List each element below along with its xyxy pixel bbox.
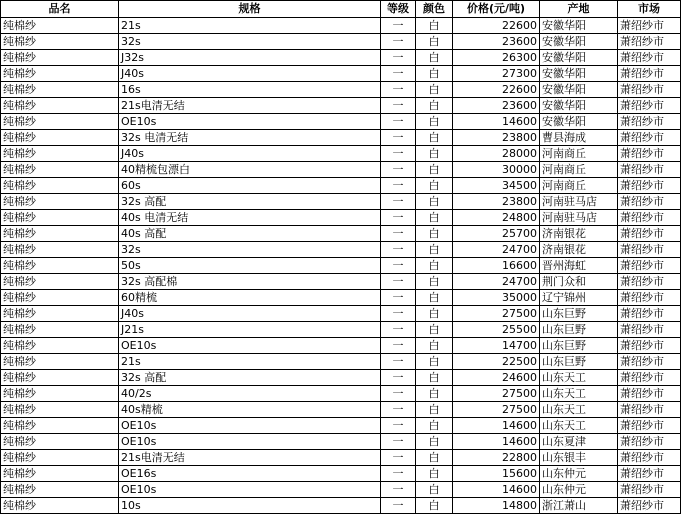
cell-market: 萧绍纱市 xyxy=(618,434,681,450)
cell-product-name: 纯棉纱 xyxy=(1,114,119,130)
cell-product-name: 纯棉纱 xyxy=(1,18,119,34)
cell-market: 萧绍纱市 xyxy=(618,114,681,130)
table-row xyxy=(1,18,681,34)
table-row xyxy=(1,114,681,130)
cell-product-name: 纯棉纱 xyxy=(1,386,119,402)
table-row xyxy=(1,66,681,82)
cell-grade: 一 xyxy=(381,290,416,306)
cell-price: 24600 xyxy=(453,370,540,386)
cell-spec: 60精梳 xyxy=(119,290,381,306)
cell-origin: 山东巨野 xyxy=(540,322,618,338)
cell-spec: 21s xyxy=(119,18,381,34)
cell-spec: OE16s xyxy=(119,466,381,482)
table-row xyxy=(1,210,681,226)
cell-origin: 河南商丘 xyxy=(540,162,618,178)
cell-origin: 山东巨野 xyxy=(540,338,618,354)
cell-product-name: 纯棉纱 xyxy=(1,434,119,450)
cell-color: 白 xyxy=(416,210,453,226)
cell-market: 萧绍纱市 xyxy=(618,306,681,322)
cell-price: 27500 xyxy=(453,402,540,418)
cell-spec: 50s xyxy=(119,258,381,274)
cell-product-name: 纯棉纱 xyxy=(1,226,119,242)
cell-market: 萧绍纱市 xyxy=(618,402,681,418)
cell-origin: 山东天工 xyxy=(540,418,618,434)
header-spec: 规格 xyxy=(119,1,381,18)
cell-color: 白 xyxy=(416,290,453,306)
cell-market: 萧绍纱市 xyxy=(618,66,681,82)
cell-origin: 山东天工 xyxy=(540,402,618,418)
cell-spec: 32s 高配 xyxy=(119,370,381,386)
cell-product-name: 纯棉纱 xyxy=(1,450,119,466)
cell-market: 萧绍纱市 xyxy=(618,162,681,178)
cell-market: 萧绍纱市 xyxy=(618,226,681,242)
cell-color: 白 xyxy=(416,338,453,354)
cell-market: 萧绍纱市 xyxy=(618,498,681,514)
table-row xyxy=(1,306,681,322)
cell-product-name: 纯棉纱 xyxy=(1,66,119,82)
header-color: 颜色 xyxy=(416,1,453,18)
cell-grade: 一 xyxy=(381,354,416,370)
cell-price: 14600 xyxy=(453,482,540,498)
cell-spec: 40s精梳 xyxy=(119,402,381,418)
cell-product-name: 纯棉纱 xyxy=(1,146,119,162)
cell-price: 25500 xyxy=(453,322,540,338)
cell-origin: 山东巨野 xyxy=(540,354,618,370)
cell-price: 26300 xyxy=(453,50,540,66)
cell-spec: 32s 高配 xyxy=(119,194,381,210)
cell-origin: 安徽华阳 xyxy=(540,18,618,34)
cell-product-name: 纯棉纱 xyxy=(1,178,119,194)
cell-market: 萧绍纱市 xyxy=(618,370,681,386)
cell-spec: 32s xyxy=(119,34,381,50)
cell-market: 萧绍纱市 xyxy=(618,98,681,114)
cell-origin: 山东天工 xyxy=(540,370,618,386)
cell-grade: 一 xyxy=(381,386,416,402)
cell-price: 15600 xyxy=(453,466,540,482)
cell-color: 白 xyxy=(416,402,453,418)
table-row xyxy=(1,98,681,114)
cell-origin: 安徽华阳 xyxy=(540,98,618,114)
cell-price: 14600 xyxy=(453,114,540,130)
cell-grade: 一 xyxy=(381,434,416,450)
cell-market: 萧绍纱市 xyxy=(618,322,681,338)
cell-grade: 一 xyxy=(381,402,416,418)
table-body xyxy=(1,18,681,514)
cell-color: 白 xyxy=(416,370,453,386)
cell-product-name: 纯棉纱 xyxy=(1,354,119,370)
cell-color: 白 xyxy=(416,34,453,50)
cell-price: 22800 xyxy=(453,450,540,466)
cell-origin: 济南银花 xyxy=(540,242,618,258)
cell-market: 萧绍纱市 xyxy=(618,178,681,194)
table-row xyxy=(1,466,681,482)
cell-spec: OE10s xyxy=(119,434,381,450)
cell-product-name: 纯棉纱 xyxy=(1,322,119,338)
cell-spec: OE10s xyxy=(119,338,381,354)
table-row xyxy=(1,498,681,514)
cell-price: 22600 xyxy=(453,18,540,34)
cell-color: 白 xyxy=(416,162,453,178)
cell-origin: 山东夏津 xyxy=(540,434,618,450)
cell-grade: 一 xyxy=(381,306,416,322)
table-row xyxy=(1,370,681,386)
cell-grade: 一 xyxy=(381,338,416,354)
table-row xyxy=(1,146,681,162)
cell-product-name: 纯棉纱 xyxy=(1,98,119,114)
cell-market: 萧绍纱市 xyxy=(618,450,681,466)
cell-color: 白 xyxy=(416,114,453,130)
cell-grade: 一 xyxy=(381,130,416,146)
cell-grade: 一 xyxy=(381,466,416,482)
cell-product-name: 纯棉纱 xyxy=(1,466,119,482)
cell-origin: 安徽华阳 xyxy=(540,66,618,82)
cell-price: 14700 xyxy=(453,338,540,354)
cell-product-name: 纯棉纱 xyxy=(1,162,119,178)
header-origin: 产地 xyxy=(540,1,618,18)
cell-spec: 60s xyxy=(119,178,381,194)
cell-price: 25700 xyxy=(453,226,540,242)
table-row xyxy=(1,338,681,354)
cell-spec: 21s xyxy=(119,354,381,370)
table-row xyxy=(1,242,681,258)
cell-grade: 一 xyxy=(381,242,416,258)
cell-color: 白 xyxy=(416,386,453,402)
cell-market: 萧绍纱市 xyxy=(618,338,681,354)
cell-product-name: 纯棉纱 xyxy=(1,370,119,386)
cell-spec: OE10s xyxy=(119,418,381,434)
cell-origin: 辽宁锦州 xyxy=(540,290,618,306)
cell-market: 萧绍纱市 xyxy=(618,466,681,482)
cell-origin: 安徽华阳 xyxy=(540,34,618,50)
cell-grade: 一 xyxy=(381,498,416,514)
cell-spec: 16s xyxy=(119,82,381,98)
cell-grade: 一 xyxy=(381,98,416,114)
cell-market: 萧绍纱市 xyxy=(618,146,681,162)
cell-grade: 一 xyxy=(381,322,416,338)
table-row xyxy=(1,386,681,402)
cell-color: 白 xyxy=(416,354,453,370)
cell-spec: 32s xyxy=(119,242,381,258)
cell-price: 24800 xyxy=(453,210,540,226)
cell-spec: 32s 电清无结 xyxy=(119,130,381,146)
cell-color: 白 xyxy=(416,98,453,114)
cell-color: 白 xyxy=(416,434,453,450)
cell-color: 白 xyxy=(416,82,453,98)
cell-price: 22600 xyxy=(453,82,540,98)
cell-market: 萧绍纱市 xyxy=(618,194,681,210)
cell-grade: 一 xyxy=(381,34,416,50)
cell-product-name: 纯棉纱 xyxy=(1,498,119,514)
cell-price: 23600 xyxy=(453,98,540,114)
cell-color: 白 xyxy=(416,194,453,210)
cell-product-name: 纯棉纱 xyxy=(1,290,119,306)
cell-market: 萧绍纱市 xyxy=(618,258,681,274)
cell-product-name: 纯棉纱 xyxy=(1,194,119,210)
table-row xyxy=(1,178,681,194)
cell-grade: 一 xyxy=(381,66,416,82)
cell-product-name: 纯棉纱 xyxy=(1,418,119,434)
table-row xyxy=(1,162,681,178)
cell-product-name: 纯棉纱 xyxy=(1,338,119,354)
cell-grade: 一 xyxy=(381,450,416,466)
cell-origin: 山东银丰 xyxy=(540,450,618,466)
cell-spec: 21s电清无结 xyxy=(119,450,381,466)
cell-grade: 一 xyxy=(381,370,416,386)
table-row xyxy=(1,322,681,338)
table-row xyxy=(1,50,681,66)
cell-grade: 一 xyxy=(381,114,416,130)
cell-market: 萧绍纱市 xyxy=(618,210,681,226)
table-row xyxy=(1,354,681,370)
table-row xyxy=(1,434,681,450)
cell-spec: OE10s xyxy=(119,114,381,130)
header-market: 市场 xyxy=(618,1,681,18)
header-grade: 等级 xyxy=(381,1,416,18)
cell-origin: 安徽华阳 xyxy=(540,82,618,98)
cell-price: 27500 xyxy=(453,386,540,402)
cell-price: 14800 xyxy=(453,498,540,514)
cell-origin: 山东天工 xyxy=(540,386,618,402)
cell-grade: 一 xyxy=(381,146,416,162)
cell-origin: 山东巨野 xyxy=(540,306,618,322)
cell-price: 23600 xyxy=(453,34,540,50)
cell-price: 27500 xyxy=(453,306,540,322)
cell-price: 34500 xyxy=(453,178,540,194)
table-row xyxy=(1,450,681,466)
cell-product-name: 纯棉纱 xyxy=(1,34,119,50)
cell-spec: J40s xyxy=(119,306,381,322)
cell-grade: 一 xyxy=(381,82,416,98)
cell-product-name: 纯棉纱 xyxy=(1,258,119,274)
cell-spec: 40s 高配 xyxy=(119,226,381,242)
cell-spec: 40s 电清无结 xyxy=(119,210,381,226)
cell-origin: 安徽华阳 xyxy=(540,114,618,130)
header-row xyxy=(1,1,681,18)
cell-grade: 一 xyxy=(381,418,416,434)
cell-origin: 河南驻马店 xyxy=(540,194,618,210)
cell-grade: 一 xyxy=(381,210,416,226)
cell-spec: J40s xyxy=(119,66,381,82)
cell-price: 23800 xyxy=(453,194,540,210)
table-row xyxy=(1,258,681,274)
cell-grade: 一 xyxy=(381,18,416,34)
cell-color: 白 xyxy=(416,50,453,66)
cell-color: 白 xyxy=(416,466,453,482)
cell-market: 萧绍纱市 xyxy=(618,50,681,66)
cell-spec: J40s xyxy=(119,146,381,162)
cell-price: 24700 xyxy=(453,274,540,290)
cell-spec: J32s xyxy=(119,50,381,66)
cell-grade: 一 xyxy=(381,482,416,498)
cell-price: 22500 xyxy=(453,354,540,370)
cell-price: 14600 xyxy=(453,434,540,450)
table-row xyxy=(1,130,681,146)
cell-origin: 曹县海成 xyxy=(540,130,618,146)
table-row xyxy=(1,226,681,242)
cell-market: 萧绍纱市 xyxy=(618,386,681,402)
cell-price: 27300 xyxy=(453,66,540,82)
cell-spec: 40精梳包漂白 xyxy=(119,162,381,178)
cell-color: 白 xyxy=(416,450,453,466)
cell-color: 白 xyxy=(416,322,453,338)
cell-grade: 一 xyxy=(381,226,416,242)
cell-product-name: 纯棉纱 xyxy=(1,482,119,498)
cell-product-name: 纯棉纱 xyxy=(1,306,119,322)
table-row xyxy=(1,402,681,418)
cell-market: 萧绍纱市 xyxy=(618,82,681,98)
table-row xyxy=(1,482,681,498)
cell-origin: 浙江萧山 xyxy=(540,498,618,514)
cell-market: 萧绍纱市 xyxy=(618,130,681,146)
cell-market: 萧绍纱市 xyxy=(618,274,681,290)
cell-color: 白 xyxy=(416,130,453,146)
cell-grade: 一 xyxy=(381,50,416,66)
header-price: 价格(元/吨) xyxy=(453,1,540,18)
cell-spec: J21s xyxy=(119,322,381,338)
cell-market: 萧绍纱市 xyxy=(618,290,681,306)
cell-origin: 河南商丘 xyxy=(540,146,618,162)
cell-market: 萧绍纱市 xyxy=(618,18,681,34)
table-row xyxy=(1,82,681,98)
table-row xyxy=(1,290,681,306)
cell-price: 14600 xyxy=(453,418,540,434)
cell-price: 16600 xyxy=(453,258,540,274)
cell-color: 白 xyxy=(416,482,453,498)
cell-price: 28000 xyxy=(453,146,540,162)
cell-product-name: 纯棉纱 xyxy=(1,50,119,66)
header-product-name: 品名 xyxy=(1,1,119,18)
cell-market: 萧绍纱市 xyxy=(618,418,681,434)
cell-market: 萧绍纱市 xyxy=(618,34,681,50)
cell-origin: 河南驻马店 xyxy=(540,210,618,226)
cell-grade: 一 xyxy=(381,274,416,290)
cell-spec: 40/2s xyxy=(119,386,381,402)
cell-color: 白 xyxy=(416,258,453,274)
cell-origin: 山东仲元 xyxy=(540,466,618,482)
table-row xyxy=(1,194,681,210)
cell-origin: 荆门众和 xyxy=(540,274,618,290)
cell-price: 35000 xyxy=(453,290,540,306)
cell-origin: 济南银花 xyxy=(540,226,618,242)
table-row xyxy=(1,418,681,434)
cell-product-name: 纯棉纱 xyxy=(1,210,119,226)
cell-color: 白 xyxy=(416,418,453,434)
cell-spec: 10s xyxy=(119,498,381,514)
cell-spec: OE10s xyxy=(119,482,381,498)
cell-color: 白 xyxy=(416,498,453,514)
cell-product-name: 纯棉纱 xyxy=(1,402,119,418)
cell-origin: 安徽华阳 xyxy=(540,50,618,66)
cell-market: 萧绍纱市 xyxy=(618,482,681,498)
cell-grade: 一 xyxy=(381,162,416,178)
cell-spec: 32s 高配棉 xyxy=(119,274,381,290)
cell-price: 30000 xyxy=(453,162,540,178)
cell-color: 白 xyxy=(416,226,453,242)
cell-product-name: 纯棉纱 xyxy=(1,242,119,258)
cell-color: 白 xyxy=(416,306,453,322)
cell-product-name: 纯棉纱 xyxy=(1,82,119,98)
cell-color: 白 xyxy=(416,18,453,34)
table-row xyxy=(1,274,681,290)
cell-product-name: 纯棉纱 xyxy=(1,274,119,290)
cell-origin: 河南商丘 xyxy=(540,178,618,194)
table-row xyxy=(1,34,681,50)
cell-color: 白 xyxy=(416,242,453,258)
cell-origin: 山东仲元 xyxy=(540,482,618,498)
cell-market: 萧绍纱市 xyxy=(618,354,681,370)
cell-product-name: 纯棉纱 xyxy=(1,130,119,146)
cell-origin: 晋州海虹 xyxy=(540,258,618,274)
cell-color: 白 xyxy=(416,146,453,162)
cell-color: 白 xyxy=(416,274,453,290)
cell-market: 萧绍纱市 xyxy=(618,242,681,258)
cell-grade: 一 xyxy=(381,258,416,274)
cell-grade: 一 xyxy=(381,194,416,210)
cell-price: 23800 xyxy=(453,130,540,146)
cell-color: 白 xyxy=(416,178,453,194)
cell-grade: 一 xyxy=(381,178,416,194)
cell-spec: 21s电清无结 xyxy=(119,98,381,114)
cell-color: 白 xyxy=(416,66,453,82)
cell-price: 24700 xyxy=(453,242,540,258)
